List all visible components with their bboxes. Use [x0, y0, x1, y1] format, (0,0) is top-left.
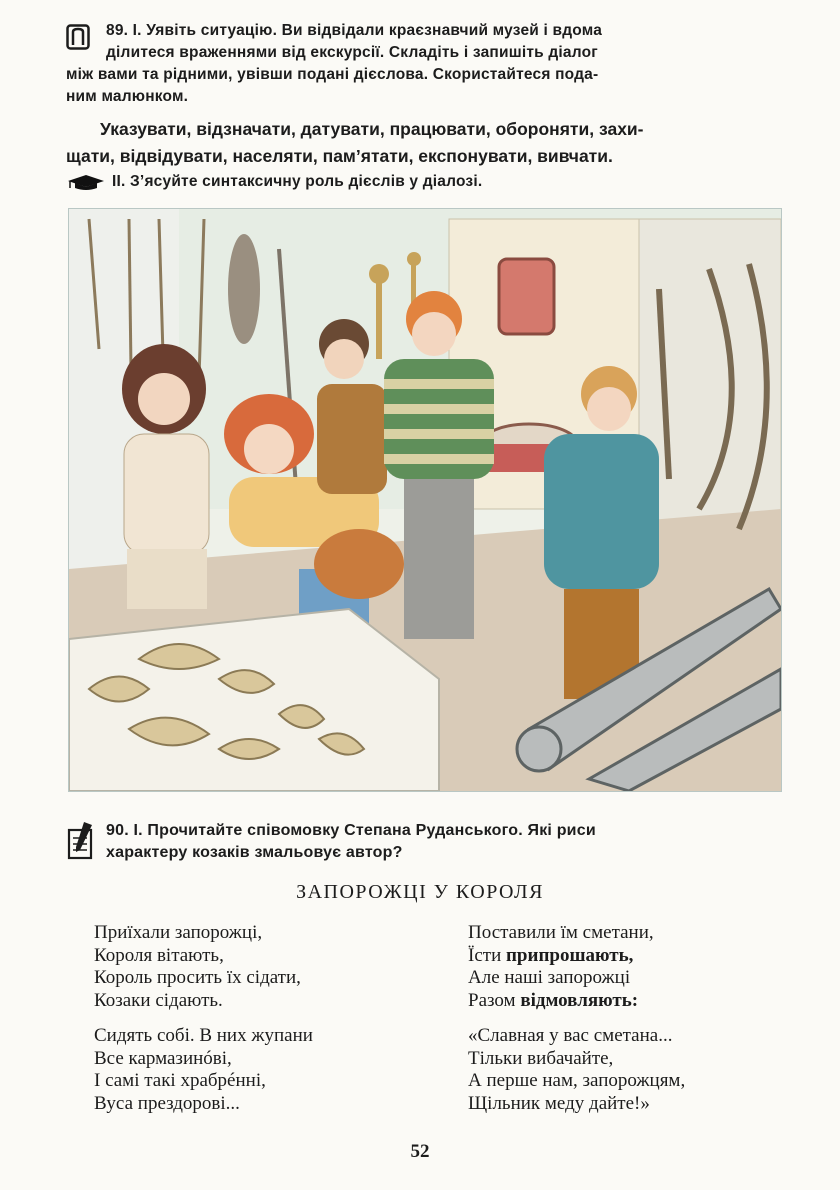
exercise-89 — [66, 20, 786, 108]
task-text: між вами та рідними, увівши подані дієслова. Скористайтеся пода- — [66, 66, 599, 83]
exercise-90 — [66, 820, 786, 864]
highlighted-verb: припрошають, — [505, 944, 634, 966]
exercise-89-part-2 — [66, 171, 786, 193]
writing-notepad-icon — [66, 820, 96, 862]
poem-line — [468, 967, 654, 990]
poem-line: Тільки вибачайте, — [468, 1047, 614, 1069]
poem-line: І самі такі храбрéнні, — [94, 1070, 266, 1091]
poem-line-text: Разом — [468, 989, 521, 1011]
task-text: ділитеся враженнями від екскурсії. Складіть і запишіть діалог — [106, 44, 598, 61]
exercise-number: 90. — [106, 822, 129, 839]
poem-line-text: Але наші запорожці — [468, 967, 631, 988]
oral-task-icon — [66, 24, 90, 50]
task-text: ним малюнком. — [66, 88, 189, 105]
task-text: характеру козаків змальовує автор? — [106, 844, 403, 861]
museum-illustration — [68, 208, 782, 792]
poem-stanza-4 — [468, 1025, 685, 1115]
graduation-cap-icon — [66, 173, 106, 191]
poem-line: Сидять собі. В них жупани — [94, 1025, 313, 1046]
task-text: I. Уявіть ситуацію. Ви відвідали краєзнавчий музей і вдома — [132, 22, 603, 39]
poem-line: Вуса прездорові... — [94, 1092, 240, 1114]
museum-scene-image — [69, 209, 781, 791]
poem-line: Щільник меду дайте!» — [468, 1092, 650, 1114]
poem-line-text: Їсти — [468, 944, 506, 966]
poem-line: Все кармазинóві, — [94, 1047, 232, 1069]
poem-line: Приїхали запорожці, — [94, 922, 263, 943]
exercise-number: 89. — [106, 22, 129, 39]
page-number: 52 — [410, 1141, 430, 1162]
poem-line: А перше нам, запорожцям, — [468, 1070, 686, 1091]
poem-line — [468, 922, 654, 945]
verb-line: щати, відвідувати, населяти, пам’ятати, експонувати, вивчати. — [66, 146, 613, 166]
poem-line: Козаки сідають. — [94, 989, 223, 1011]
poem-line: Короля вітають, — [94, 944, 224, 966]
poem-title: ЗАПОРОЖЦІ У КОРОЛЯ — [296, 881, 544, 903]
exercise-90-line-1 — [66, 820, 786, 842]
highlighted-verb: відмовляють: — [520, 989, 639, 1011]
poem-line: Король просить їх сідати, — [94, 967, 301, 988]
poem-line — [468, 990, 654, 1013]
exercise-89-line-1 — [66, 20, 786, 42]
task-text: II. З’ясуйте синтаксичну роль дієслів у діалозі. — [112, 173, 483, 190]
verb-line: Указувати, відзначати, датувати, працювати, обороняти, захи- — [100, 119, 644, 139]
poem-line: «Славная у вас сметана... — [468, 1025, 673, 1046]
poem-line — [468, 945, 654, 968]
poem-stanza-1 — [94, 922, 301, 1012]
poem-line-text: Поставили їм сметани, — [468, 922, 654, 943]
verb-list — [66, 116, 786, 170]
poem-stanza-3 — [468, 922, 654, 1012]
poem-stanza-2 — [94, 1025, 313, 1115]
task-text: I. Прочитайте співомовку Степана Руданського. Які риси — [133, 822, 596, 839]
